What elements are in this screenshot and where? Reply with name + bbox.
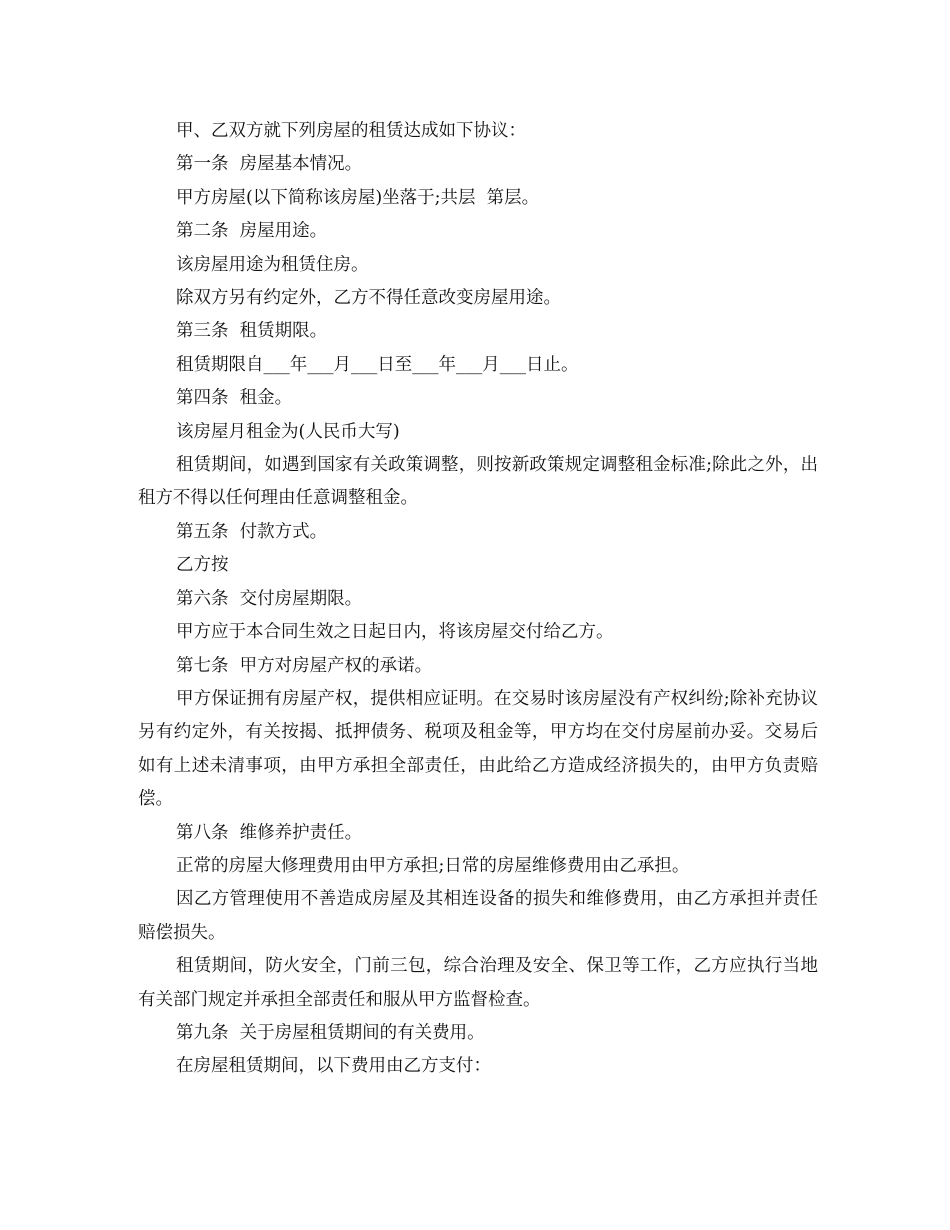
paragraph-fees: 在房屋租赁期间，以下费用由乙方支付： — [176, 1056, 491, 1077]
paragraph-monthly-rent: 该房屋月租金为(人民币大写) — [176, 421, 400, 442]
heading-article-2: 第二条 房屋用途。 — [176, 221, 328, 242]
paragraph-payment: 乙方按 — [176, 555, 229, 576]
paragraph-property-location: 甲方房屋(以下简称该房屋)坐落于;共层 第层。 — [176, 187, 540, 208]
paragraph-damage-liability: 因乙方管理使用不善造成房屋及其相连设备的损失和维修费用，由乙方承担并责任赔偿损失。 — [138, 889, 818, 943]
heading-article-9: 第九条 关于房屋租赁期间的有关费用。 — [176, 1022, 485, 1043]
heading-article-1: 第一条 房屋基本情况。 — [176, 154, 363, 175]
heading-article-8: 第八条 维修养护责任。 — [176, 822, 363, 843]
heading-article-6: 第六条 交付房屋期限。 — [176, 588, 363, 609]
paragraph-lease-term: 租赁期限自___年___月___日至___年___月___日止。 — [176, 354, 579, 375]
heading-article-3: 第三条 租赁期限。 — [176, 321, 328, 342]
heading-article-4: 第四条 租金。 — [176, 388, 293, 409]
paragraph-repair-costs: 正常的房屋大修理费用由甲方承担;日常的房屋维修费用由乙承担。 — [176, 855, 690, 876]
heading-article-7: 第七条 甲方对房屋产权的承诺。 — [176, 655, 433, 676]
paragraph-delivery: 甲方应于本合同生效之日起日内，将该房屋交付给乙方。 — [176, 622, 614, 643]
heading-article-5: 第五条 付款方式。 — [176, 521, 328, 542]
paragraph-rent-adjustment: 租赁期间，如遇到国家有关政策调整，则按新政策规定调整租金标准;除此之外，出租方不得以任何理由任意调整租金。 — [138, 455, 818, 509]
paragraph-ownership-guarantee: 甲方保证拥有房屋产权，提供相应证明。在交易时该房屋没有产权纠纷;除补充协议另有约定外，有关按揭、抵押债务、税项及租金等，甲方均在交付房屋前办妥。交易后如有上述未清事项，由甲方承担全部责任，由此给乙方造成经济损失的，由甲方负责赔偿。 — [138, 688, 818, 810]
paragraph-safety-duties: 租赁期间，防火安全，门前三包，综合治理及安全、保卫等工作，乙方应执行当地有关部门规定并承担全部责任和服从甲方监督检查。 — [138, 956, 818, 1010]
contract-page — [138, 115, 818, 1084]
paragraph-usage: 该房屋用途为租赁住房。 — [176, 254, 369, 275]
paragraph-usage-restriction: 除双方另有约定外，乙方不得任意改变房屋用途。 — [176, 288, 561, 309]
paragraph-intro: 甲、乙双方就下列房屋的租赁达成如下协议： — [176, 121, 526, 141]
